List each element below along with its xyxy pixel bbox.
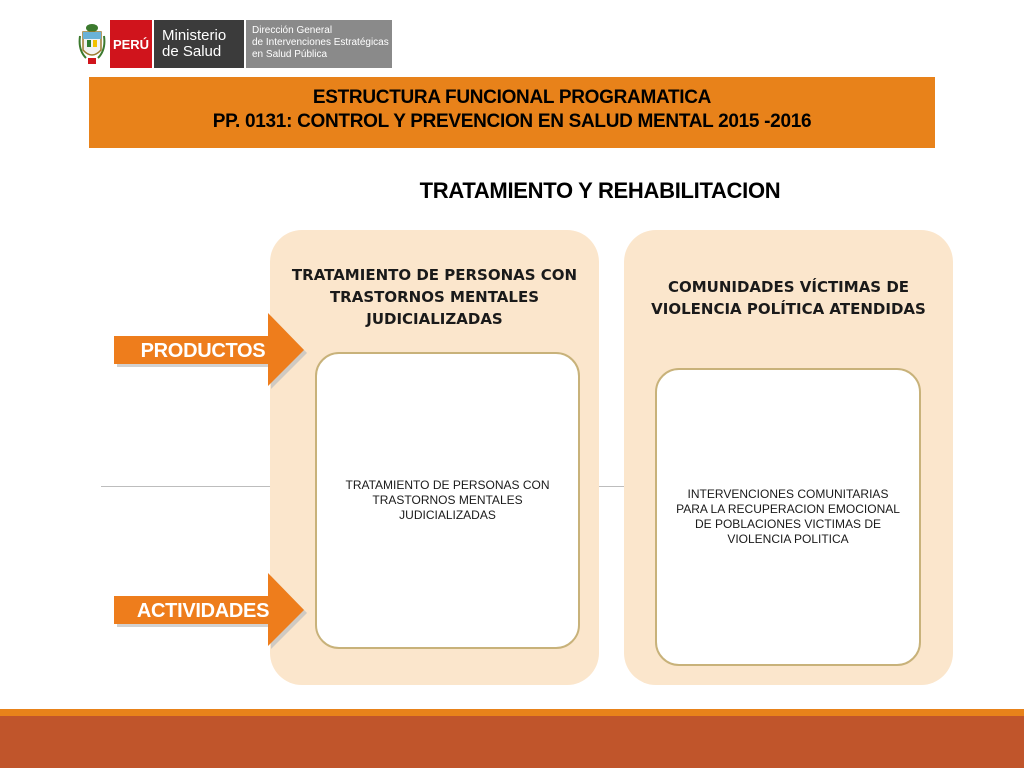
title-line-2: PP. 0131: CONTROL Y PREVENCION EN SALUD MENTAL 2015 -2016 <box>212 111 812 132</box>
product-title-2: COMUNIDADES VÍCTIMAS DE VIOLENCIA POLÍTICA ATENDIDAS <box>651 278 926 318</box>
product-column-2 <box>624 230 953 685</box>
ministry-line-1: Ministerio <box>162 27 227 44</box>
product-column-1 <box>270 230 599 685</box>
footer-band <box>0 716 1024 768</box>
actividades-label: ACTIVIDADES <box>136 599 270 622</box>
ministry-logo <box>78 20 392 68</box>
actividades-arrow <box>114 573 310 649</box>
activity-box-1 <box>315 352 580 649</box>
title-line-1: ESTRUCTURA FUNCIONAL PROGRAMATICA <box>312 87 712 108</box>
title-banner <box>89 77 935 148</box>
ministry-name <box>154 20 244 68</box>
footer-accent-band <box>0 709 1024 716</box>
ministry-line-2: de Salud <box>162 43 222 60</box>
direction-line-3: en Salud Pública <box>252 49 328 60</box>
direction-line-1: Dirección General <box>252 25 333 36</box>
direction-line-2: de Intervenciones Estratégicas <box>252 37 389 48</box>
productos-label: PRODUCTOS <box>140 339 266 362</box>
direction-name <box>246 20 392 68</box>
section-subtitle: TRATAMIENTO Y REHABILITACION <box>419 178 781 203</box>
coat-of-arms-icon <box>78 20 106 68</box>
product-title-1: TRATAMIENTO DE PERSONAS CON TRASTORNOS MENTALES JUDICIALIZADAS <box>291 266 578 328</box>
activity-box-2 <box>655 368 921 666</box>
activity-text-1: TRATAMIENTO DE PERSONAS CON TRASTORNOS MENTALES JUDICIALIZADAS <box>345 478 550 522</box>
peru-label: PERÚ <box>110 20 152 68</box>
productos-arrow <box>114 313 310 389</box>
activity-text-2: INTERVENCIONES COMUNITARIAS PARA LA RECUPERACION EMOCIONAL DE POBLACIONES VICTIMAS DE VIOLENCIA POLITICA <box>676 487 900 546</box>
